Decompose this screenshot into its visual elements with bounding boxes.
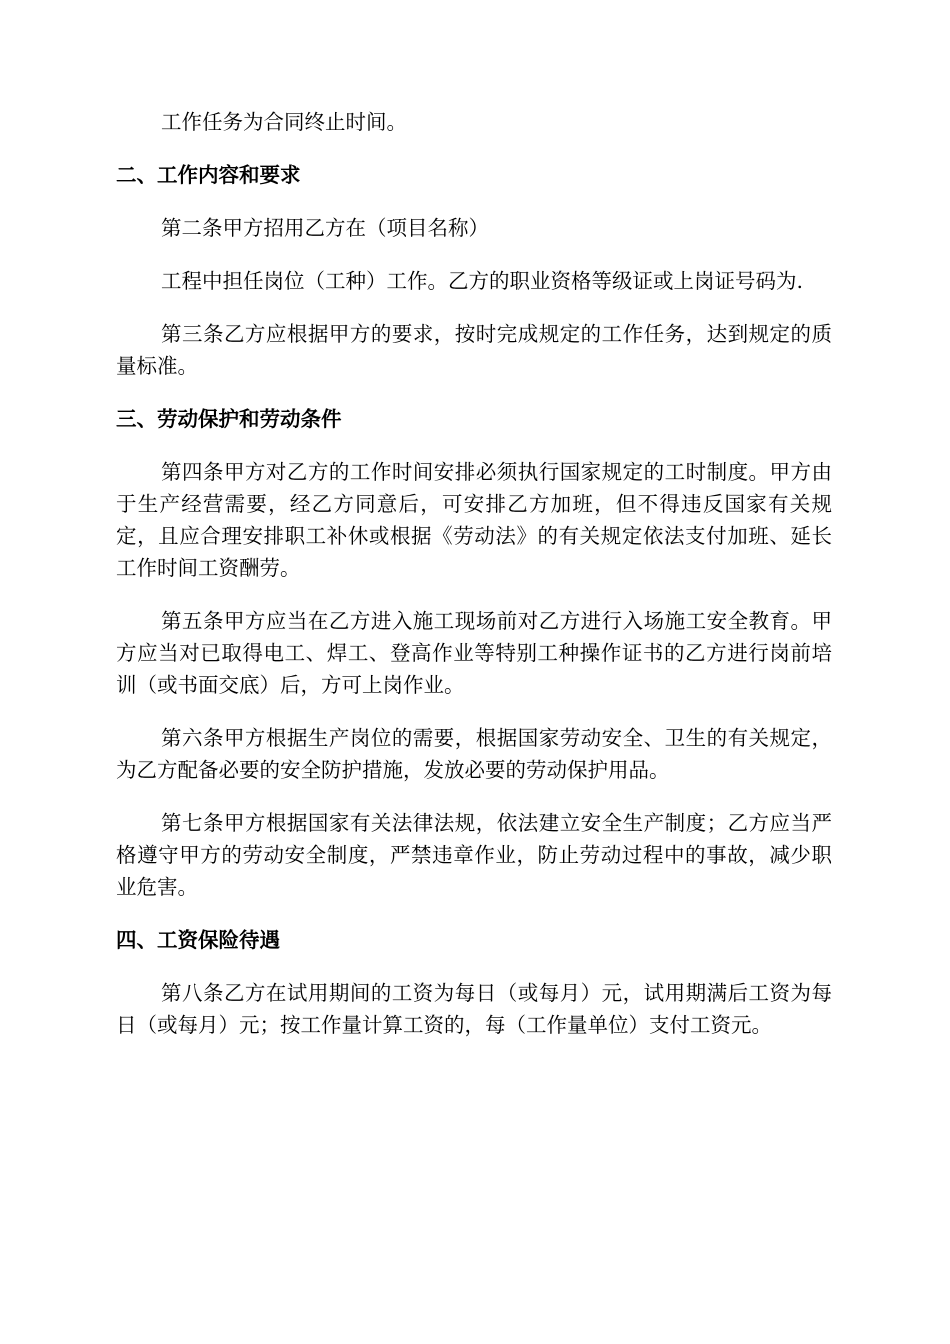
paragraph-article-7: 第七条甲方根据国家有关法律法规，依法建立安全生产制度；乙方应当严格遵守甲方的劳动安全制度，严禁违章作业，防止劳动过程中的事故，减少职业危害。: [116, 811, 832, 899]
paragraph-article-2-cont: 工程中担任岗位（工种）工作。乙方的职业资格等级证或上岗证号码为.: [161, 269, 804, 293]
section-heading-wages-insurance: 四、工资保险待遇: [116, 928, 280, 952]
paragraph-article-2: 第二条甲方招用乙方在（项目名称）: [161, 216, 489, 240]
section-heading-labor-protection: 三、劳动保护和劳动条件: [116, 407, 342, 431]
paragraph-contract-term: 工作任务为合同终止时间。: [161, 110, 407, 134]
paragraph-article-5: 第五条甲方应当在乙方进入施工现场前对乙方进行入场施工安全教育。甲方应当对已取得电工、焊工、登高作业等特别工种操作证书的乙方进行岗前培训（或书面交底）后，方可上岗作业。: [116, 609, 832, 697]
paragraph-article-6: 第六条甲方根据生产岗位的需要，根据国家劳动安全、卫生的有关规定，为乙方配备必要的安全防护措施，发放必要的劳动保护用品。: [116, 726, 832, 782]
paragraph-article-3: 第三条乙方应根据甲方的要求，按时完成规定的工作任务，达到规定的质量标准。: [116, 322, 832, 378]
section-heading-work-content: 二、工作内容和要求: [116, 163, 301, 187]
paragraph-article-8: 第八条乙方在试用期间的工资为每日（或每月）元，试用期满后工资为每日（或每月）元；按工作量计算工资的，每（工作量单位）支付工资元。: [116, 981, 832, 1037]
paragraph-article-4: 第四条甲方对乙方的工作时间安排必须执行国家规定的工时制度。甲方由于生产经营需要，经乙方同意后，可安排乙方加班，但不得违反国家有关规定，且应合理安排职工补休或根据《劳动法》的有关规定依法支付加班、延长工作时间工资酬劳。: [116, 460, 832, 580]
document-page: [116, 106, 832, 1041]
